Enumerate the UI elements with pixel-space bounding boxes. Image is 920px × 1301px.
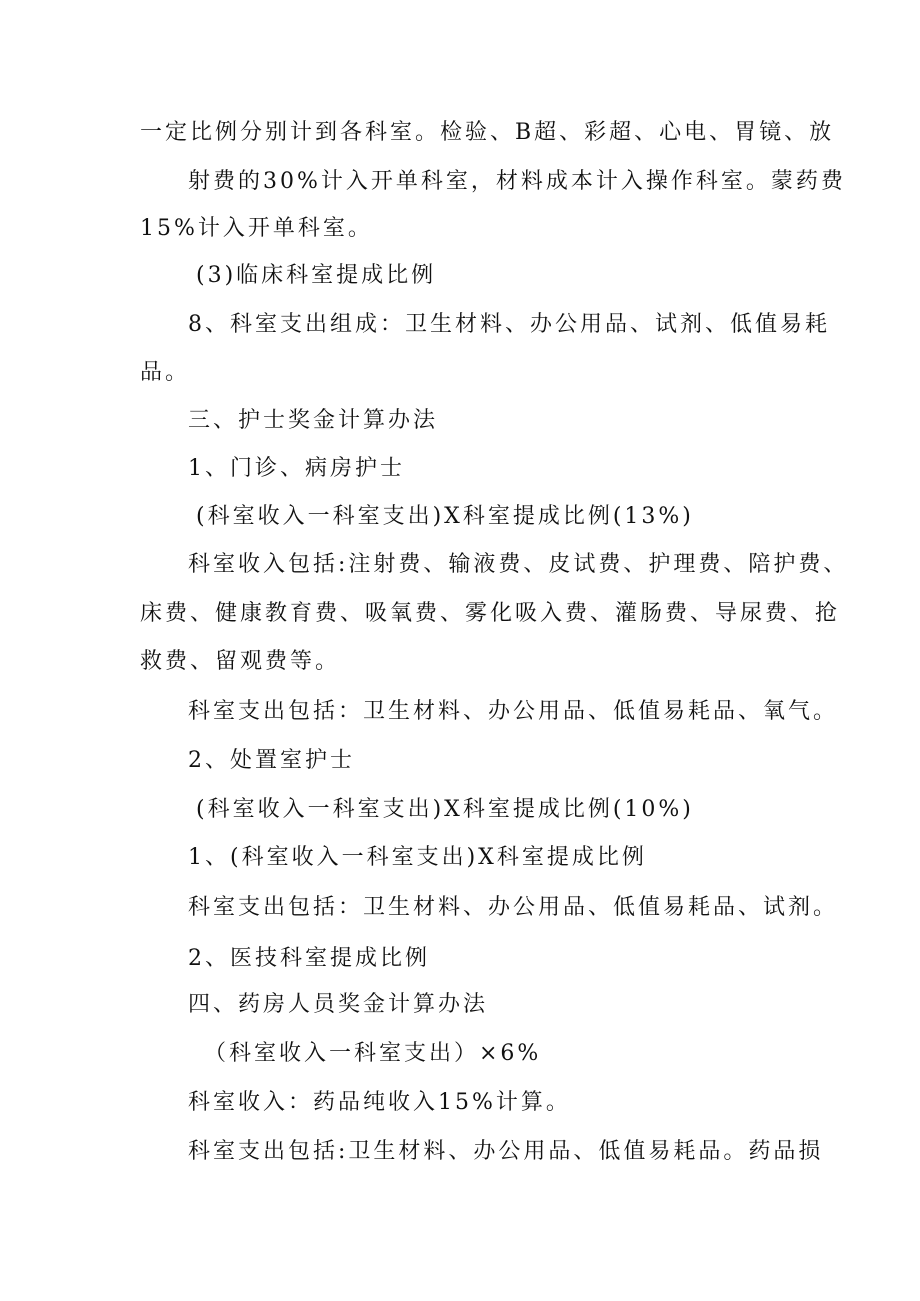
formula-line: (科室收入一科室支出)X科室提成比例(10%) [196,797,694,822]
subsection-heading: 1、门诊、病房护士 [188,456,405,481]
text-line: 科室支出包括：卫生材料、办公用品、低值易耗品、试剂。 [188,895,839,920]
formula-line: （科室收入一科室支出）×6% [204,1041,542,1066]
text-line: 科室支出包括:卫生材料、办公用品、低值易耗品。药品损 [188,1139,824,1164]
formula-line: 1、(科室收入一科室支出)X科室提成比例 [188,845,647,870]
text-line: 8、科室支出组成：卫生材料、办公用品、试剂、低值易耗 [188,312,830,337]
text-line: 科室支出包括：卫生材料、办公用品、低值易耗品、氧气。 [188,699,839,724]
section-heading: 三、护士奖金计算办法 [188,408,439,433]
text-line: 品。 [140,360,191,385]
text-line: 15%计入开单科室。 [140,216,373,241]
text-line: 床费、健康教育费、吸氧费、雾化吸入费、灌肠费、导尿费、抢 [140,601,841,626]
section-heading: 四、药房人员奖金计算办法 [188,992,489,1017]
text-line: 救费、留观费等。 [140,649,341,674]
text-line: 射费的30%计入开单科室，材料成本计入操作科室。蒙药费 [188,169,846,194]
subsection-heading: 2、医技科室提成比例 [188,946,430,971]
section-heading: (3)临床科室提成比例 [196,263,437,288]
subsection-heading: 2、处置室护士 [188,748,355,773]
text-line: 一定比例分别计到各科室。检验、B超、彩超、心电、胃镜、放 [140,120,835,145]
formula-line: (科室收入一科室支出)X科室提成比例(13%) [196,504,694,529]
text-line: 科室收入：药品纯收入15%计算。 [188,1090,571,1115]
text-line: 科室收入包括:注射费、输液费、皮试费、护理费、陪护费、 [188,552,849,577]
